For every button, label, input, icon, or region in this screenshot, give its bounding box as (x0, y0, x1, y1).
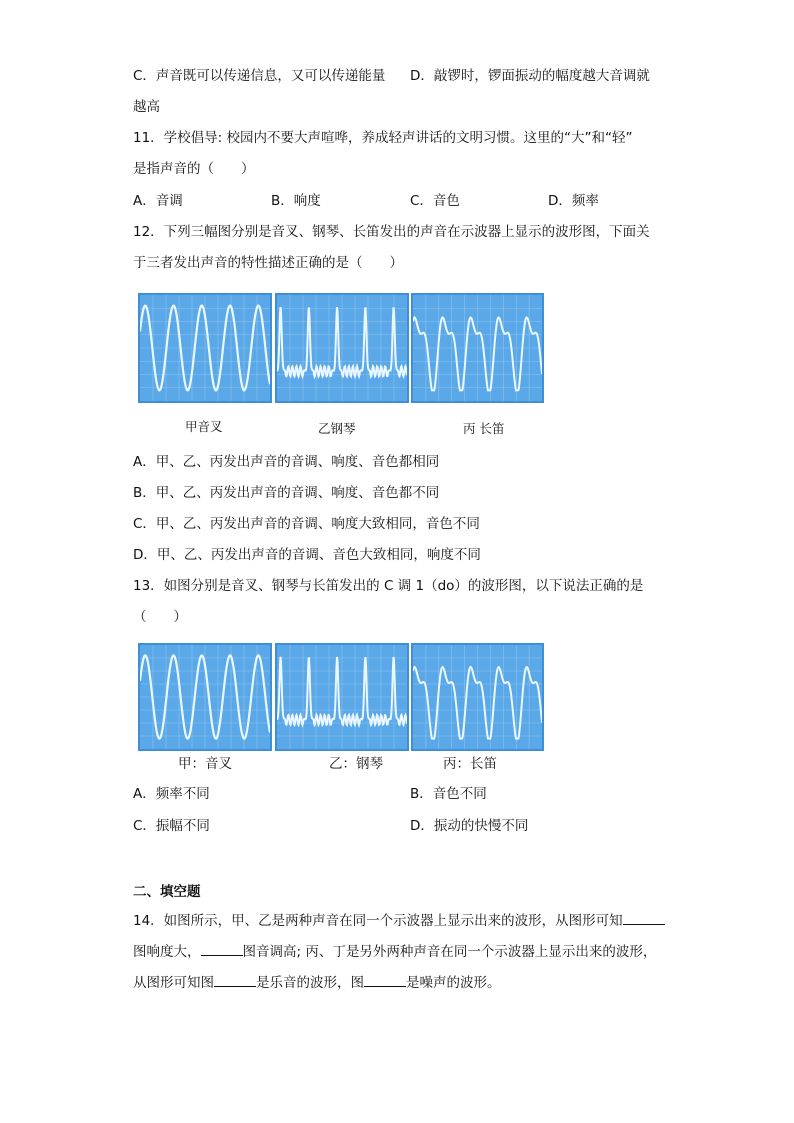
q13-option-b: B．音色不同 (410, 786, 487, 802)
q13-caption-jia: 甲：音叉 (178, 756, 232, 772)
flute-wave-figure (413, 295, 542, 401)
q13-caption-yi: 乙：钢琴 (329, 756, 383, 772)
q14-text-3c: 是噪声的波形。 (406, 975, 501, 991)
q14-line3 (133, 972, 501, 993)
q12-oscilloscope-flute (411, 293, 544, 403)
q13-stem-line2: （ ） (133, 609, 187, 625)
sine-wave-figure (140, 295, 270, 401)
q10-option-c: C．声音既可以传递信息，又可以传递能量 (133, 68, 386, 84)
section-fill-in-blank-title: 二、填空题 (133, 884, 201, 900)
q12-option-d: D．甲、乙、丙发出声音的音调、音色大致相同，响度不同 (133, 547, 481, 563)
q11-option-d: D．频率 (548, 193, 599, 209)
q12-stem-line2: 于三者发出声音的特性描述正确的是（ ） (133, 255, 403, 271)
q14-text-2b: 图音调高; 丙、丁是另外两种声音在同一个示波器上显示出来的波形， (242, 944, 657, 960)
q14-line1 (133, 910, 665, 931)
q12-stem-line1: 12．下列三幅图分别是音叉、钢琴、长笛发出的声音在示波器上显示的波形图，下面关 (133, 224, 650, 240)
q13-option-a: A．频率不同 (133, 786, 210, 802)
q14-blank-1 (623, 910, 665, 925)
q12-caption-bing: 丙 长笛 (463, 421, 505, 436)
q11-option-b: B．响度 (271, 193, 321, 209)
piano-wave-figure (277, 645, 407, 749)
q14-blank-3 (214, 972, 256, 987)
q12-oscilloscope-piano (275, 293, 409, 403)
q12-option-a: A．甲、乙、丙发出声音的音调、响度、音色都相同 (133, 454, 440, 470)
sine-wave-figure (140, 645, 270, 749)
q12-caption-yi: 乙钢琴 (318, 421, 356, 436)
q12-option-c: C．甲、乙、丙发出声音的音调、响度大致相同，音色不同 (133, 516, 480, 532)
q12-caption-jia: 甲音叉 (185, 419, 223, 434)
piano-wave-figure (277, 295, 407, 401)
q13-oscilloscope-flute (411, 643, 544, 751)
q14-text-3b: 是乐音的波形，图 (256, 975, 364, 991)
q14-blank-4 (364, 972, 406, 987)
q11-stem-line2: 是指声音的（ ） (133, 161, 255, 177)
q10-option-d-continued: 越高 (133, 99, 160, 115)
q13-option-d: D．振动的快慢不同 (410, 818, 529, 834)
q14-text-2a: 图响度大， (133, 944, 201, 960)
q11-stem-line1: 11．学校倡导: 校园内不要大声喧哗，养成轻声讲话的文明习惯。这里的“大”和“轻” (133, 130, 633, 146)
q12-oscilloscope-tuning-fork (138, 293, 272, 403)
q14-blank-2 (201, 941, 243, 956)
q13-caption-bing: 丙：长笛 (443, 756, 497, 772)
q11-option-c: C．音色 (410, 193, 460, 209)
flute-wave-figure (413, 645, 542, 749)
q14-text-1: 14．如图所示，甲、乙是两种声音在同一个示波器上显示出来的波形，从图形可知 (133, 913, 623, 929)
q13-oscilloscope-tuning-fork (138, 643, 272, 751)
q11-option-a: A．音调 (133, 193, 183, 209)
q14-text-3a: 从图形可知图 (133, 975, 214, 991)
q13-option-c: C．振幅不同 (133, 818, 210, 834)
q14-line2 (133, 941, 656, 962)
q12-option-b: B．甲、乙、丙发出声音的音调、响度、音色都不同 (133, 485, 440, 501)
q10-option-d: D．敲锣时，锣面振动的幅度越大音调就 (410, 68, 650, 84)
q13-oscilloscope-piano (275, 643, 409, 751)
q13-stem-line1: 13．如图分别是音叉、钢琴与长笛发出的 C 调 1（do）的波形图，以下说法正确的是 (133, 578, 644, 594)
